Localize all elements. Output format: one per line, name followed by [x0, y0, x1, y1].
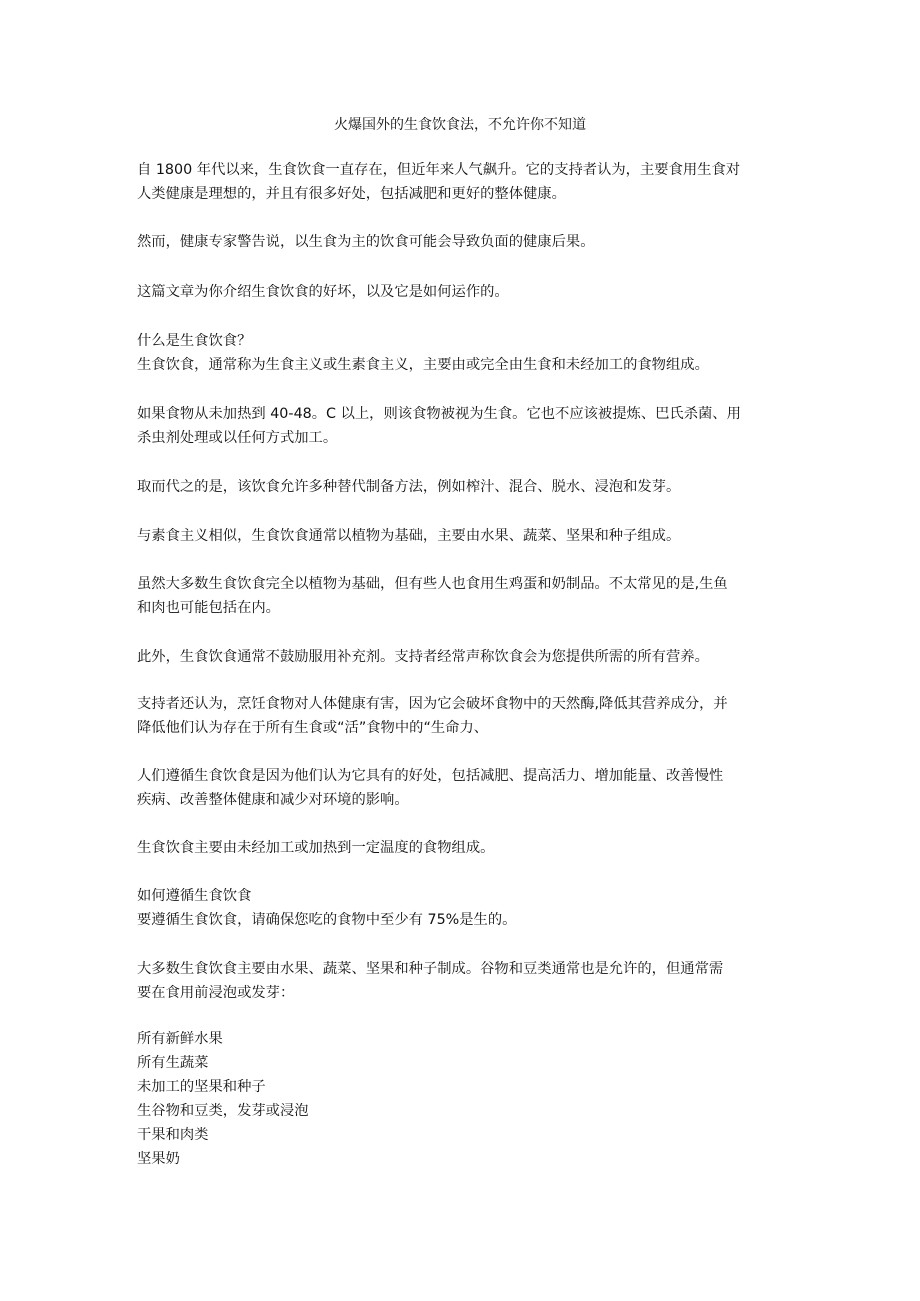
paragraph-1 — [137, 158, 782, 206]
paragraph-line: 此外，生食饮食通常不鼓励服用补充剂。支持者经常声称饮食会为您提供所需的所有营养。 — [137, 649, 709, 665]
paragraph-3 — [137, 280, 782, 304]
paragraph-line: 降低他们认为存在于所有生食或“活”食物中的“生命力、 — [137, 720, 489, 736]
paragraph-line: 人们遵循生食饮食是因为他们认为它具有的好处，包括减肥、提高活力、增加能量、改善慢性 — [137, 768, 724, 784]
paragraph-2 — [137, 230, 782, 254]
paragraph-line: 生食饮食主要由未经加工或加热到一定温度的食物组成。 — [137, 840, 495, 856]
paragraph-7 — [137, 524, 782, 548]
list-item: 所有生蔬菜 — [137, 1055, 209, 1071]
paragraph-line: 如果食物从未加热到 40-48。C 以上，则该食物被视为生食。它也不应该被提炼、巴氏杀菌、用 — [137, 406, 741, 422]
list-item: 生谷物和豆类，发芽或浸泡 — [137, 1103, 309, 1119]
list-item: 所有新鲜水果 — [137, 1031, 223, 1047]
paragraph-11 — [137, 764, 782, 812]
paragraph-line: 然而，健康专家警告说，以生食为主的饮食可能会导致负面的健康后果。 — [137, 234, 595, 250]
paragraph-8 — [137, 572, 782, 620]
paragraph-10 — [137, 692, 782, 740]
section-heading: 如何遵循生食饮食 — [137, 888, 252, 904]
paragraph-line: 杀虫剂处理或以任何方式加工。 — [137, 430, 338, 446]
paragraph-line: 人类健康是理想的，并且有很多好处，包括减肥和更好的整体健康。 — [137, 186, 566, 202]
section-what-is-raw-food — [137, 329, 782, 377]
paragraph-line: 自 1800 年代以来，生食饮食一直存在，但近年来人气飙升。它的支持者认为，主要食用生食对 — [137, 162, 741, 178]
allowed-foods-list — [137, 1027, 782, 1171]
paragraph-line: 支持者还认为，烹饪食物对人体健康有害，因为它会破坏食物中的天然酶,降低其营养成分，并 — [137, 696, 728, 712]
paragraph-line: 要在食用前浸泡或发芽： — [137, 985, 295, 1001]
paragraph-line: 和肉也可能包括在内。 — [137, 600, 280, 616]
paragraph-6 — [137, 475, 782, 499]
section-heading: 什么是生食饮食？ — [137, 333, 252, 349]
paragraph-14 — [137, 957, 782, 1005]
paragraph-9 — [137, 645, 782, 669]
section-how-to-follow — [137, 884, 782, 932]
paragraph-12 — [137, 836, 782, 860]
paragraph-line: 与素食主义相似，生食饮食通常以植物为基础，主要由水果、蔬菜、坚果和种子组成。 — [137, 528, 681, 544]
paragraph-line: 要遵循生食饮食，请确保您吃的食物中至少有 75%是生的。 — [137, 912, 517, 928]
list-item: 坚果奶 — [137, 1151, 180, 1167]
paragraph-5 — [137, 402, 782, 450]
paragraph-line: 虽然大多数生食饮食完全以植物为基础，但有些人也食用生鸡蛋和奶制品。不太常见的是,生鱼 — [137, 576, 728, 592]
list-item: 干果和肉类 — [137, 1127, 209, 1143]
paragraph-line: 疾病、改善整体健康和减少对环境的影响。 — [137, 792, 409, 808]
document-title: 火爆国外的生食饮食法，不允许你不知道 — [334, 117, 586, 133]
paragraph-line: 大多数生食饮食主要由水果、蔬菜、坚果和种子制成。谷物和豆类通常也是允许的，但通常需 — [137, 961, 724, 977]
paragraph-line: 生食饮食，通常称为生食主义或生素食主义，主要由或完全由生食和未经加工的食物组成。 — [137, 357, 709, 373]
list-item: 未加工的坚果和种子 — [137, 1079, 266, 1095]
paragraph-line: 这篇文章为你介绍生食饮食的好坏，以及它是如何运作的。 — [137, 284, 509, 300]
paragraph-line: 取而代之的是，该饮食允许多种替代制备方法，例如榨汁、混合、脱水、浸泡和发芽。 — [137, 479, 681, 495]
